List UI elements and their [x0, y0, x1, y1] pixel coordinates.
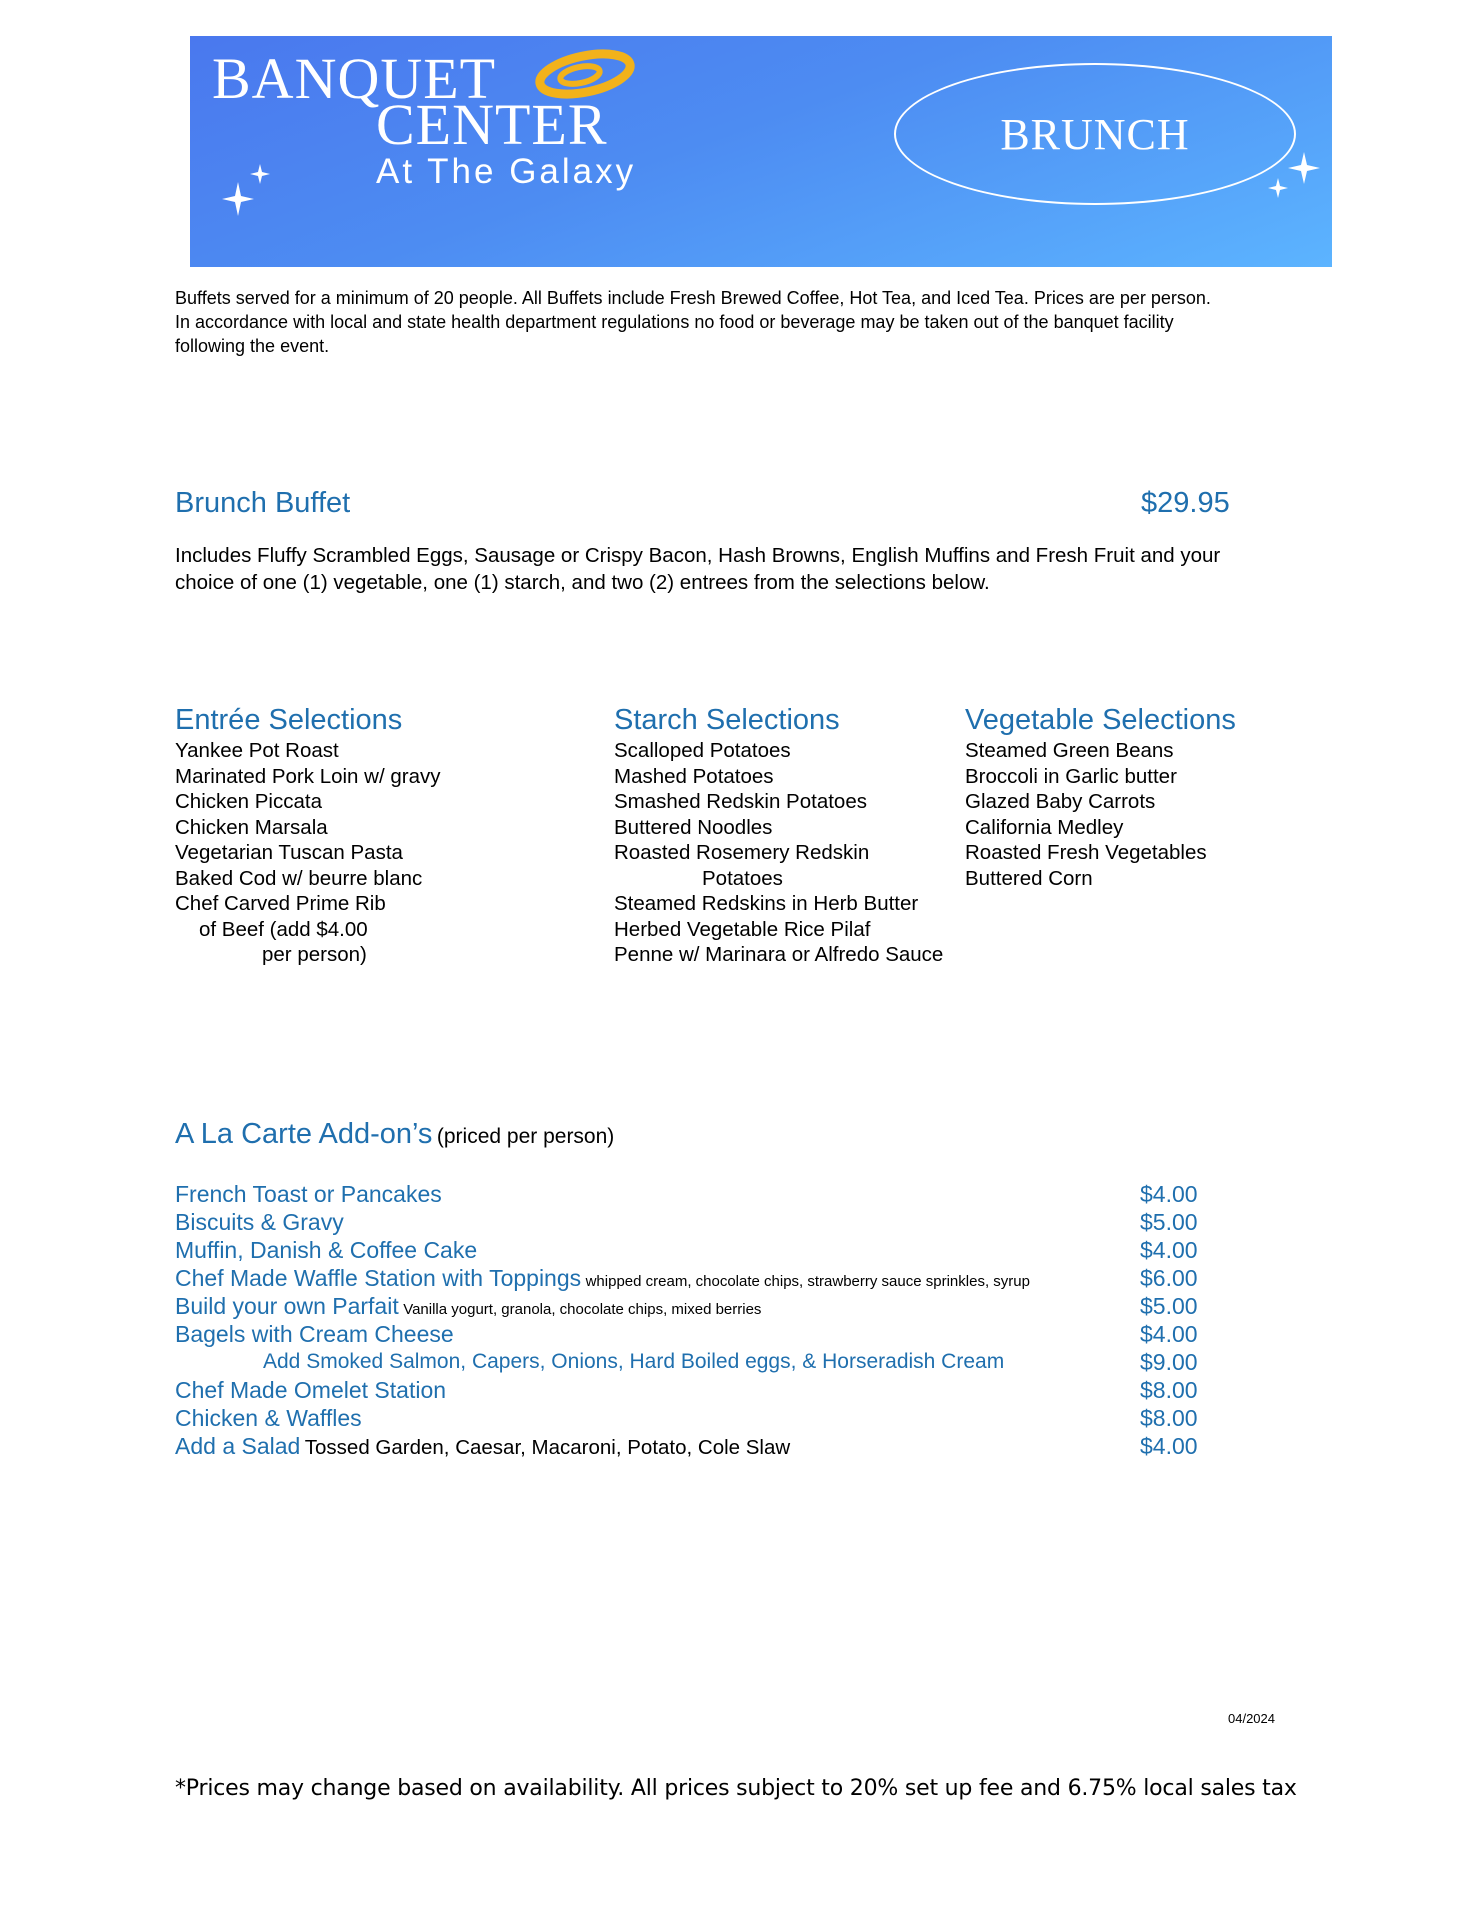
addon-name: French Toast or Pancakes [175, 1181, 442, 1207]
addon-name: Chef Made Waffle Station with Toppings [175, 1265, 582, 1291]
addon-price: $9.00 [1140, 1349, 1198, 1375]
pricing-footnote: *Prices may change based on availability. All prices subject to 20% set up fee and 6.75% local sales tax [175, 1776, 1297, 1801]
list-item: Steamed Redskins in Herb Butter [614, 892, 919, 915]
addon-name: Bagels with Cream Cheese [175, 1321, 454, 1347]
list-item: Chef Carved Prime Rib [175, 892, 386, 915]
list-item: Chicken Marsala [175, 815, 328, 839]
list-item: Penne w/ Marinara or Alfredo Sauce [614, 943, 944, 966]
list-item: Potatoes [702, 866, 783, 890]
addon-price: $5.00 [1140, 1209, 1198, 1235]
addon-name: Chicken & Waffles [175, 1405, 362, 1431]
addon-row [175, 1236, 1275, 1264]
brunch-badge-text: BRUNCH [1000, 109, 1190, 159]
list-item: Herbed Vegetable Rice Pilaf [614, 917, 871, 941]
addon-name: Add a Salad [175, 1433, 301, 1459]
buffet-title: Brunch Buffet [175, 487, 351, 519]
list-item: per person) [262, 943, 367, 966]
buffet-desc-line: choice of one (1) vegetable, one (1) starch, and two (2) entrees from the selections below. [175, 571, 990, 594]
alacarte-heading [175, 1118, 614, 1151]
addon-row [175, 1376, 1275, 1404]
list-item: Marinated Pork Loin w/ gravy [175, 764, 441, 788]
intro-line: Buffets served for a minimum of 20 people. All Buffets include Fresh Brewed Coffee, Hot Tea, and Iced Tea. Prices are per person. [175, 288, 1211, 308]
date-code: 04/2024 [1228, 1711, 1275, 1726]
addon-name: Biscuits & Gravy [175, 1209, 344, 1235]
entree-title: Entrée Selections [175, 704, 403, 736]
list-item: Smashed Redskin Potatoes [614, 790, 867, 813]
list-item: Roasted Fresh Vegetables [965, 841, 1207, 864]
logo-text-galaxy: At The Galaxy [376, 152, 637, 191]
alacarte-title: A La Carte Add-on’s [175, 1118, 433, 1150]
addon-name: Add Smoked Salmon, Capers, Onions, Hard Boiled eggs, & Horseradish Cream [263, 1350, 1005, 1373]
list-item: Buttered Corn [965, 866, 1093, 890]
addon-price: $6.00 [1140, 1265, 1198, 1291]
buffet-price: $29.95 [1141, 487, 1230, 519]
addon-price: $4.00 [1140, 1433, 1198, 1459]
header-banner [190, 36, 1332, 267]
addon-price: $4.00 [1140, 1181, 1198, 1207]
addon-row [175, 1404, 1275, 1432]
addon-row [175, 1348, 1275, 1376]
entree-selections [175, 702, 440, 968]
addon-row [175, 1264, 1275, 1292]
addon-name: Build your own Parfait [175, 1293, 399, 1319]
buffet-description [175, 542, 1220, 596]
addon-price: $8.00 [1140, 1405, 1198, 1431]
vegetable-title: Vegetable Selections [965, 704, 1236, 736]
list-item: Chicken Piccata [175, 790, 322, 813]
list-item: Buttered Noodles [614, 815, 773, 839]
starch-selections [614, 702, 943, 968]
addon-row [175, 1292, 1275, 1320]
intro-line: In accordance with local and state health department regulations no food or beverage may be taken out of the banquet facility [175, 312, 1174, 332]
vegetable-selections [965, 702, 1236, 891]
addon-detail: Tossed Garden, Caesar, Macaroni, Potato, Cole Slaw [304, 1436, 791, 1459]
list-item: Roasted Rosemery Redskin [614, 841, 870, 864]
intro-line: following the event. [175, 336, 330, 356]
logo-text-center: CENTER [376, 92, 608, 157]
list-item: Broccoli in Garlic butter [965, 764, 1177, 788]
addon-name: Chef Made Omelet Station [175, 1377, 447, 1403]
sparkle-icon [218, 160, 278, 220]
addon-price: $4.00 [1140, 1321, 1198, 1347]
addon-row [175, 1320, 1275, 1348]
alacarte-subtitle: (priced per person) [436, 1125, 615, 1148]
list-item: Baked Cod w/ beurre blanc [175, 866, 423, 890]
buffet-desc-line: Includes Fluffy Scrambled Eggs, Sausage or Crispy Bacon, Hash Browns, English Muffins and Fresh Fruit and your [175, 544, 1221, 567]
addon-row [175, 1208, 1275, 1236]
addon-price: $8.00 [1140, 1377, 1198, 1403]
list-item: Mashed Potatoes [614, 764, 774, 788]
addon-row [175, 1432, 1275, 1460]
list-item: Glazed Baby Carrots [965, 790, 1156, 813]
addon-detail: Vanilla yogurt, granola, chocolate chips, mixed berries [403, 1301, 762, 1318]
addon-row [175, 1180, 1275, 1208]
list-item: of Beef (add $4.00 [199, 917, 368, 941]
addon-name: Muffin, Danish & Coffee Cake [175, 1237, 478, 1263]
addon-list [175, 1180, 1275, 1460]
list-item: Vegetarian Tuscan Pasta [175, 841, 403, 864]
logo-text-banquet: BANQUET [212, 46, 497, 111]
list-item: Yankee Pot Roast [175, 739, 339, 762]
starch-title: Starch Selections [614, 704, 840, 736]
list-item: Scalloped Potatoes [614, 739, 791, 762]
addon-price: $4.00 [1140, 1237, 1198, 1263]
list-item: Steamed Green Beans [965, 739, 1174, 762]
addon-detail: whipped cream, chocolate chips, strawberry sauce sprinkles, syrup [585, 1273, 1030, 1290]
addon-price: $5.00 [1140, 1293, 1198, 1319]
intro-paragraph [175, 286, 1325, 358]
list-item: California Medley [965, 815, 1124, 839]
